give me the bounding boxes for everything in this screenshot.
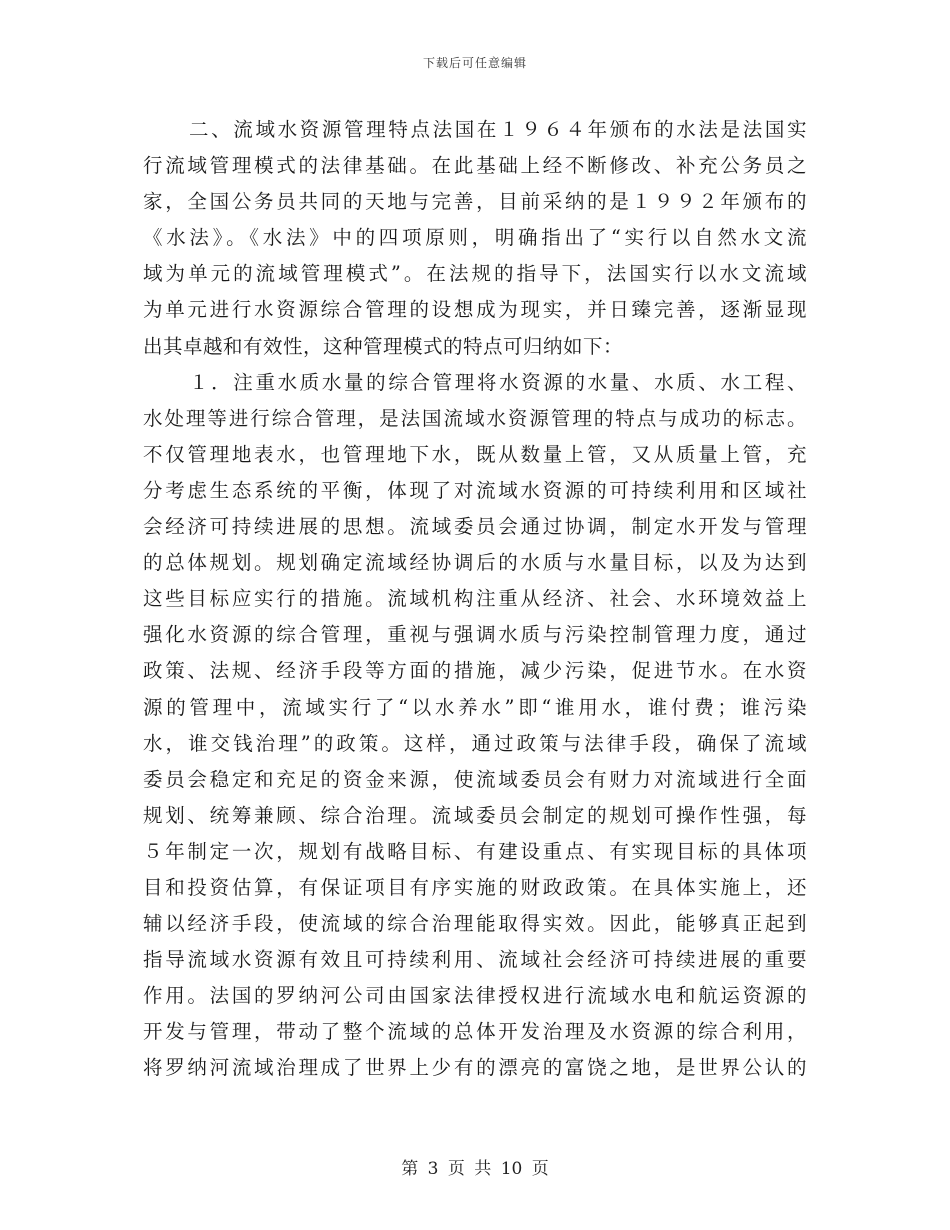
text-line: 会经济可持续进展的思想。流域委员会通过协调，制定水开发与管理 [143,515,807,539]
text-line: 源的管理中，流域实行了“以水养水”即“谁用水，谁付费；谁污染 [143,695,807,719]
page-header: 下载后可任意编辑 [422,56,527,70]
text-line: 家，全国公务员共同的天地与完善，目前采纳的是１９９２年颁布的 [143,190,807,214]
text-line: 将罗纳河流域治理成了世界上少有的漂亮的富饶之地，是世界公认的 [143,1056,807,1080]
text-line: ５年制定一次，规划有战略目标、有建设重点、有实现目标的具体项 [143,839,807,863]
text-line: 规划、统筹兼顾、综合治理。流域委员会制定的规划可操作性强，每 [143,803,807,827]
text-line: 二、流域水资源管理特点法国在１９６４年颁布的水法是法国实 [189,118,807,141]
text-line: 《水法》。《水法》中的四项原则，明确指出了“实行以自然水文流 [143,226,807,250]
text-line: 作用。法国的罗纳河公司由国家法律授权进行流域水电和航运资源的 [143,984,807,1008]
text-line: 分考虑生态系统的平衡，体现了对流域水资源的可持续利用和区域社 [143,478,807,502]
text-line: 这些目标应实行的措施。流域机构注重从经济、社会、水环境效益上 [143,587,807,611]
text-line: 开发与管理，带动了整个流域的总体开发治理及水资源的综合利用， [143,1020,807,1044]
text-line: 出其卓越和有效性，这种管理模式的特点可归纳如下： [143,334,624,358]
text-line: 水处理等进行综合管理，是法国流域水资源管理的特点与成功的标志。 [143,406,807,430]
page-number: 第 3 页 共 10 页 [401,1159,549,1179]
text-line: 委员会稳定和充足的资金来源，使流域委员会有财力对流域进行全面 [143,767,807,791]
text-line: 不仅管理地表水，也管理地下水，既从数量上管，又从质量上管，充 [143,442,807,466]
text-line: 的总体规划。规划确定流域经协调后的水质与水量目标，以及为达到 [143,551,807,575]
text-line: 政策、法规、经济手段等方面的措施，减少污染，促进节水。在水资 [143,659,807,683]
text-line: 目和投资估算，有保证项目有序实施的财政政策。在具体实施上，还 [143,875,807,899]
text-line: 行流域管理模式的法律基础。在此基础上经不断修改、补充公务员之 [143,154,807,178]
text-line: 指导流域水资源有效且可持续利用、流域社会经济可持续进展的重要 [143,948,807,972]
text-line: 水，谁交钱治理”的政策。这样，通过政策与法律手段，确保了流域 [143,731,807,755]
text-line: 强化水资源的综合管理，重视与强调水质与污染控制管理力度，通过 [143,623,807,647]
text-line: １．注重水质水量的综合管理将水资源的水量、水质、水工程、 [189,370,807,394]
body-text [143,112,807,1087]
text-line: 为单元进行水资源综合管理的设想成为现实，并日臻完善，逐渐显现 [143,298,807,322]
text-line: 域为单元的流域管理模式”。在法规的指导下，法国实行以水文流域 [143,262,807,286]
text-line: 辅以经济手段，使流域的综合治理能取得实效。因此，能够真正起到 [143,912,807,936]
